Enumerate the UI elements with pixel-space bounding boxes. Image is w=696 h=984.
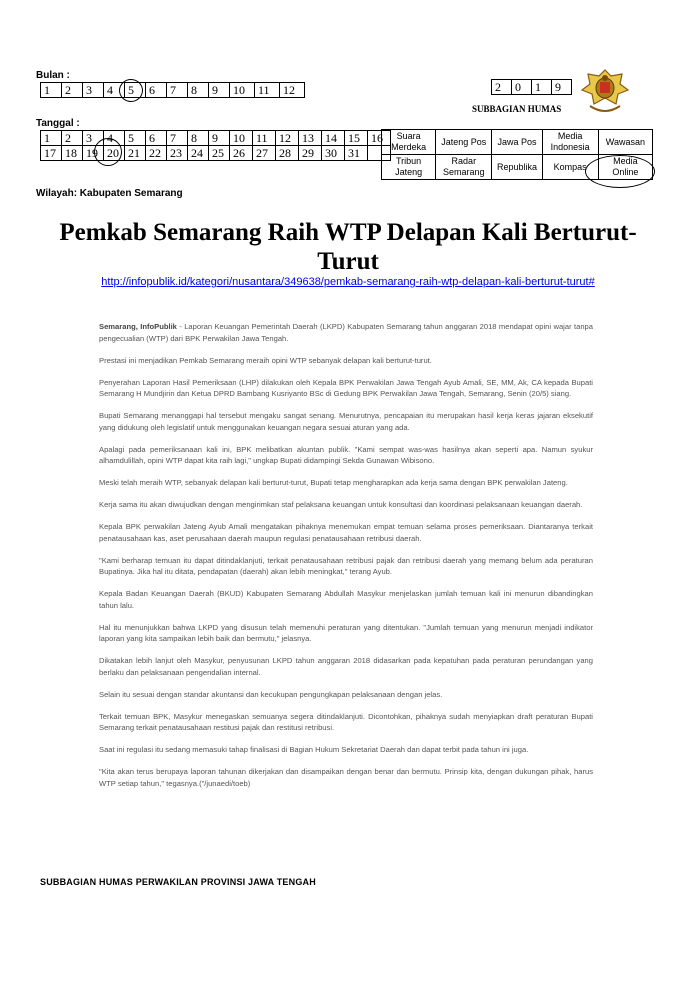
date-cell: 25 xyxy=(209,146,230,161)
article-paragraph: Bupati Semarang menanggapi hal tersebut mengaku sangat senang. Menurutnya, pencapaian itu merupakan hasil kerja keras jajaran eksekutif yang didukung oleh legislatif untuk menggunakan keuangan negara sesuai aturan yang ada. xyxy=(99,411,593,432)
media-cell: Suara Merdeka xyxy=(382,130,436,155)
org-name: SUBBAGIAN HUMAS xyxy=(472,104,562,114)
date-cell: 17 xyxy=(41,146,62,161)
article-paragraph: Semarang, InfoPublik - Laporan Keuangan Pemerintah Daerah (LKPD) Kabupaten Semarang tahun anggaran 2018 mendapat opini wajar tanpa pengecualian (WTP) dari BPK Perwakilan Jawa Tengah. xyxy=(99,322,593,343)
bulan-label: Bulan : xyxy=(36,70,70,81)
media-cell: Media Indonesia xyxy=(542,130,598,155)
article-paragraph: Prestasi ini menjadikan Pemkab Semarang meraih opini WTP sebanyak delapan kali berturut-turut. xyxy=(99,355,432,365)
media-cell: Jawa Pos xyxy=(492,130,542,155)
date-cell: 3 xyxy=(83,131,104,146)
month-cell: 7 xyxy=(167,83,188,98)
selected-month-circle xyxy=(119,79,143,102)
media-cell: Tribun Jateng xyxy=(382,155,436,180)
article-title: Pemkab Semarang Raih WTP Delapan Kali Berturut-Turut xyxy=(59,219,637,275)
date-cell: 13 xyxy=(299,131,322,146)
date-cell: 16 xyxy=(368,131,391,146)
date-cell: 27 xyxy=(253,146,276,161)
date-cell: 6 xyxy=(146,131,167,146)
date-cell: 26 xyxy=(230,146,253,161)
date-cell: 12 xyxy=(276,131,299,146)
date-cell: 28 xyxy=(276,146,299,161)
year-grid xyxy=(491,79,572,95)
article-body xyxy=(99,321,593,800)
media-cell: Wawasan xyxy=(598,130,652,155)
date-grid xyxy=(40,130,391,161)
month-cell: 12 xyxy=(280,83,305,98)
date-cell: 18 xyxy=(62,146,83,161)
article-paragraph: Meski telah meraih WTP, sebanyak delapan kali berturut-turut, Bupati tetap mengharapkan ada kerja sama dengan BPK perwakilan Jateng. xyxy=(99,478,568,487)
date-cell: 20 xyxy=(104,146,125,161)
article-paragraph: Kerja sama itu akan diwujudkan dengan mengirimkan staf pelaksana keuangan untuk konsultasi dan koordinasi pelaksanaan keuangan daerah. xyxy=(99,500,583,509)
date-cell: 10 xyxy=(230,131,253,146)
date-cell: 15 xyxy=(345,131,368,146)
date-cell: 7 xyxy=(167,131,188,146)
media-cell: Jateng Pos xyxy=(436,130,492,155)
article-paragraph: Saat ini regulasi itu sedang memasuki tahap finalisasi di Bagian Hukum Sekretariat Daerah dan dapat terbit pada tahun ini juga. xyxy=(99,745,529,754)
month-cell: 3 xyxy=(83,83,104,98)
year-cell: 0 xyxy=(512,80,532,95)
article-link[interactable]: http://infopublik.id/kategori/nusantara/349638/pemkab-semarang-raih-wtp-delapan-kali-berturut-turut# xyxy=(101,276,595,288)
date-cell: 2 xyxy=(62,131,83,146)
selected-media-circle xyxy=(585,155,655,188)
date-cell: 22 xyxy=(146,146,167,161)
date-cell: 24 xyxy=(188,146,209,161)
date-cell: 8 xyxy=(188,131,209,146)
article-paragraph: Kepala BPK perwakilan Jateng Ayub Amali mengatakan pihaknya menemukan empat temuan selama proses pemeriksaan. Diantaranya terkait penatausahaan kas, aset perusahaan daerah maupun regulasi penatausahaan retribusi daerah. xyxy=(99,522,593,543)
wilayah-label: Wilayah: Kabupaten Semarang xyxy=(36,188,183,199)
article-paragraph: "Kami berharap temuan itu dapat ditindaklanjuti, terkait penatausahaan retribusi pajak dan retribusi daerah yang memang belum ada peraturan Bupatinya. Jika hal itu ditata, pendapatan (daerah) akan lebih meningkat," terang Ayub. xyxy=(99,555,593,576)
media-cell: Republika xyxy=(492,155,542,180)
month-cell: 9 xyxy=(209,83,230,98)
month-grid xyxy=(40,82,305,98)
date-cell: 14 xyxy=(322,131,345,146)
month-cell: 6 xyxy=(146,83,167,98)
article-paragraph: Apalagi pada pemeriksanaan kali ini, BPK melibatkan akuntan publik. "Kami sempat was-was hasilnya akan seperti apa. Namun syukur alhamdulillah, opini WTP dapat kita raih lagi," ungkap Bupati didampingi Sekda Gunawan Wibisono. xyxy=(99,444,593,465)
date-cell: 19 xyxy=(83,146,104,161)
month-cell: 10 xyxy=(230,83,255,98)
month-cell: 5 xyxy=(125,83,146,98)
selected-date-circle xyxy=(94,138,122,166)
media-cell: Kompas xyxy=(542,155,598,180)
date-cell: 30 xyxy=(322,146,345,161)
article-lead: Semarang, InfoPublik xyxy=(99,322,177,331)
month-cell: 2 xyxy=(62,83,83,98)
year-cell: 2 xyxy=(492,80,512,95)
date-cell: 5 xyxy=(125,131,146,146)
month-cell: 1 xyxy=(41,83,62,98)
date-cell: 23 xyxy=(167,146,188,161)
article-paragraph: Selain itu sesuai dengan standar akuntansi dan kecukupan pengungkapan pelaksanaan dengan jelas. xyxy=(99,689,443,699)
date-cell: 9 xyxy=(209,131,230,146)
media-cell: Media Online xyxy=(598,155,652,180)
garuda-logo-icon xyxy=(580,66,630,118)
year-cell: 9 xyxy=(552,80,572,95)
article-paragraph: "Kita akan terus berupaya laporan tahunan dikerjakan dan disampaikan dengan benar dan bermutu. Prinsip kita, dengan dukungan pihak, harus WTP setiap tahun," tegasnya.("/junaedi/toeb) xyxy=(99,767,593,788)
footer-text: SUBBAGIAN HUMAS PERWAKILAN PROVINSI JAWA TENGAH xyxy=(40,877,316,887)
year-cell: 1 xyxy=(532,80,552,95)
article-paragraph: Hal itu menunjukkan bahwa LKPD yang disusun telah memenuhi peraturan yang ditentukan. "Jumlah temuan yang menurun menjadi indikator laporan yang kita sampaikan lebih baik dan bermutu," jelasnya. xyxy=(99,622,593,643)
article-paragraph: Penyerahan Laporan Hasil Pemeriksaan (LHP) dilakukan oleh Kepala BPK Perwakilan Jawa Tengah Ayub Amali, SE, MM, Ak, CA kepada Bupati Semarang H Mundjirin dan Ketua DPRD Bambang Kusriyanto BSc di Gedung BPK Perwakilan Jawa Tengah, Semarang, Senin (20/5) siang. xyxy=(99,377,593,398)
date-cell: 31 xyxy=(345,146,368,161)
date-cell: 1 xyxy=(41,131,62,146)
date-cell: 11 xyxy=(253,131,276,146)
article-paragraph: Kepala Badan Keuangan Daerah (BKUD) Kabupaten Semarang Abdullah Masykur menjelaskan jumlah temuan kali ini menurun dibandingkan tahun lalu. xyxy=(99,589,593,610)
date-cell: 21 xyxy=(125,146,146,161)
date-cell: 29 xyxy=(299,146,322,161)
month-cell: 8 xyxy=(188,83,209,98)
article-paragraph: Terkait temuan BPK, Masykur menegaskan semuanya segera ditindaklanjuti. Dicontohkan, pihaknya sudah menyiapkan draft peraturan Bupati Semarang terkait penatausahaan restitusi pajak dan restitusi retribusi. xyxy=(99,711,593,732)
tanggal-label: Tanggal : xyxy=(36,118,80,129)
media-cell: Radar Semarang xyxy=(436,155,492,180)
article-paragraph: Dikatakan lebih lanjut oleh Masykur, penyusunan LKPD tahun anggaran 2018 didasarkan pada kepatuhan pada peraturan perundangan yang berlaku dan pelaksanaan pengendalian internal. xyxy=(99,656,593,677)
date-cell: 4 xyxy=(104,131,125,146)
month-cell: 11 xyxy=(255,83,280,98)
month-cell: 4 xyxy=(104,83,125,98)
